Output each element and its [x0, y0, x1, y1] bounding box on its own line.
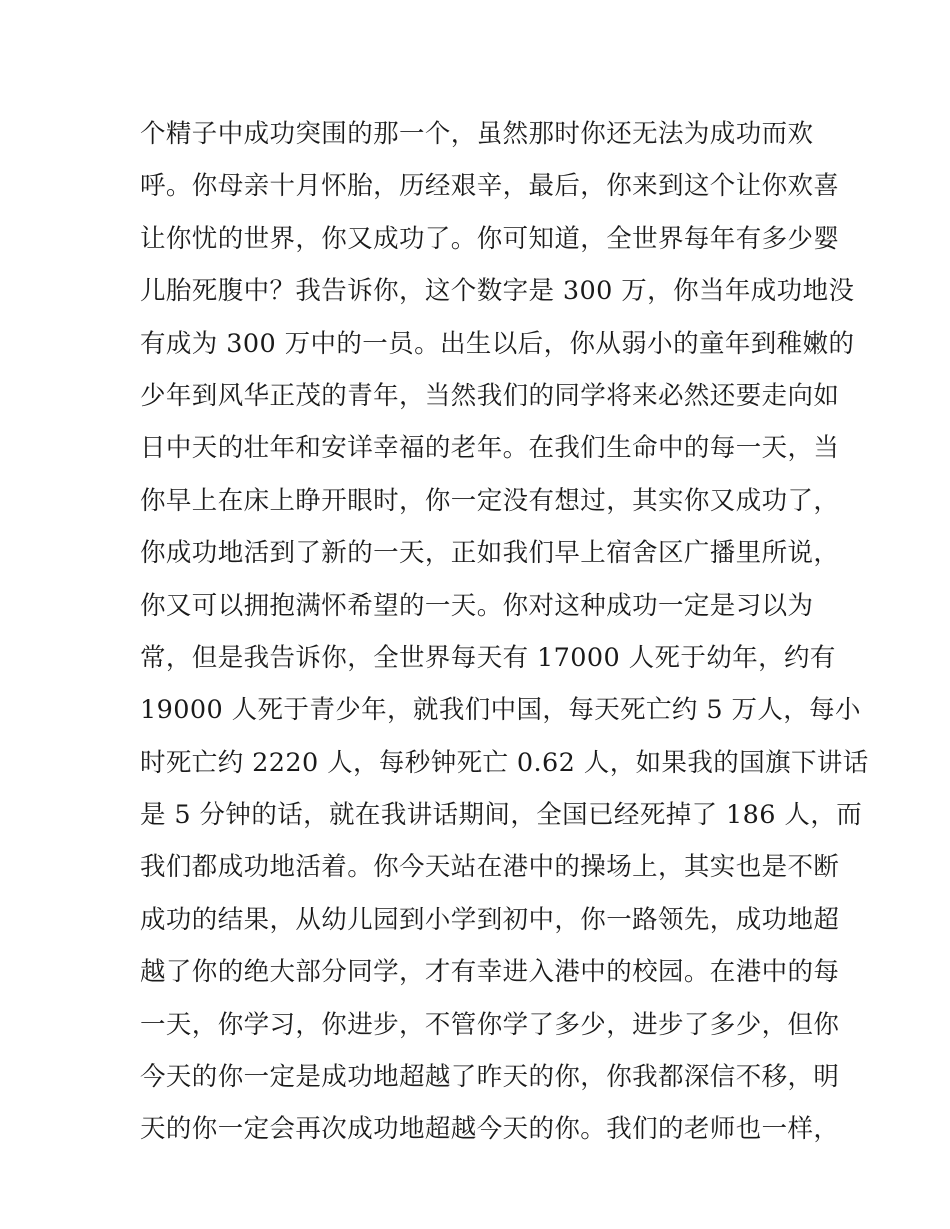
text-line: 今天的你一定是成功地超越了昨天的你，你我都深信不移，明: [140, 1062, 840, 1093]
body-paragraph: [140, 108, 869, 1156]
text-line: 呼。你母亲十月怀胎，历经艰辛，最后，你来到这个让你欢喜: [140, 171, 840, 202]
text-line: 时死亡约 2220 人，每秒钟死亡 0.62 人，如果我的国旗下讲话: [140, 747, 869, 778]
text-line: 你早上在床上睁开眼时，你一定没有想过，其实你又成功了，: [140, 485, 840, 516]
text-line: 天的你一定会再次成功地超越今天的你。我们的老师也一样，: [140, 1114, 840, 1145]
text-line: 19000 人死于青少年，就我们中国，每天死亡约 5 万人，每小: [140, 695, 861, 726]
text-line: 我们都成功地活着。你今天站在港中的操场上，其实也是不断: [140, 852, 840, 883]
text-line: 是 5 分钟的话，就在我讲话期间，全国已经死掉了 186 人，而: [140, 800, 863, 831]
text-line: 你又可以拥抱满怀希望的一天。你对这种成功一定是习以为: [140, 590, 814, 621]
text-line: 有成为 300 万中的一员。出生以后，你从弱小的童年到稚嫩的: [140, 328, 855, 359]
text-line: 让你忧的世界，你又成功了。你可知道，全世界每年有多少婴: [140, 223, 840, 254]
text-line: 个精子中成功突围的那一个，虽然那时你还无法为成功而欢: [140, 119, 814, 149]
text-line: 少年到风华正茂的青年，当然我们的同学将来必然还要走向如: [140, 380, 840, 411]
text-line: 儿胎死腹中？我告诉你，这个数字是 300 万，你当年成功地没: [140, 276, 855, 307]
text-line: 常，但是我告诉你，全世界每天有 17000 人死于幼年，约有: [140, 642, 836, 673]
text-line: 一天，你学习，你进步，不管你学了多少，进步了多少，但你: [140, 1009, 840, 1040]
text-line: 你成功地活到了新的一天，正如我们早上宿舍区广播里所说，: [140, 538, 840, 569]
text-line: 成功的结果，从幼儿园到小学到初中，你一路领先，成功地超: [140, 904, 840, 935]
text-line: 日中天的壮年和安详幸福的老年。在我们生命中的每一天，当: [140, 433, 840, 464]
text-line: 越了你的绝大部分同学，才有幸进入港中的校园。在港中的每: [140, 957, 840, 988]
